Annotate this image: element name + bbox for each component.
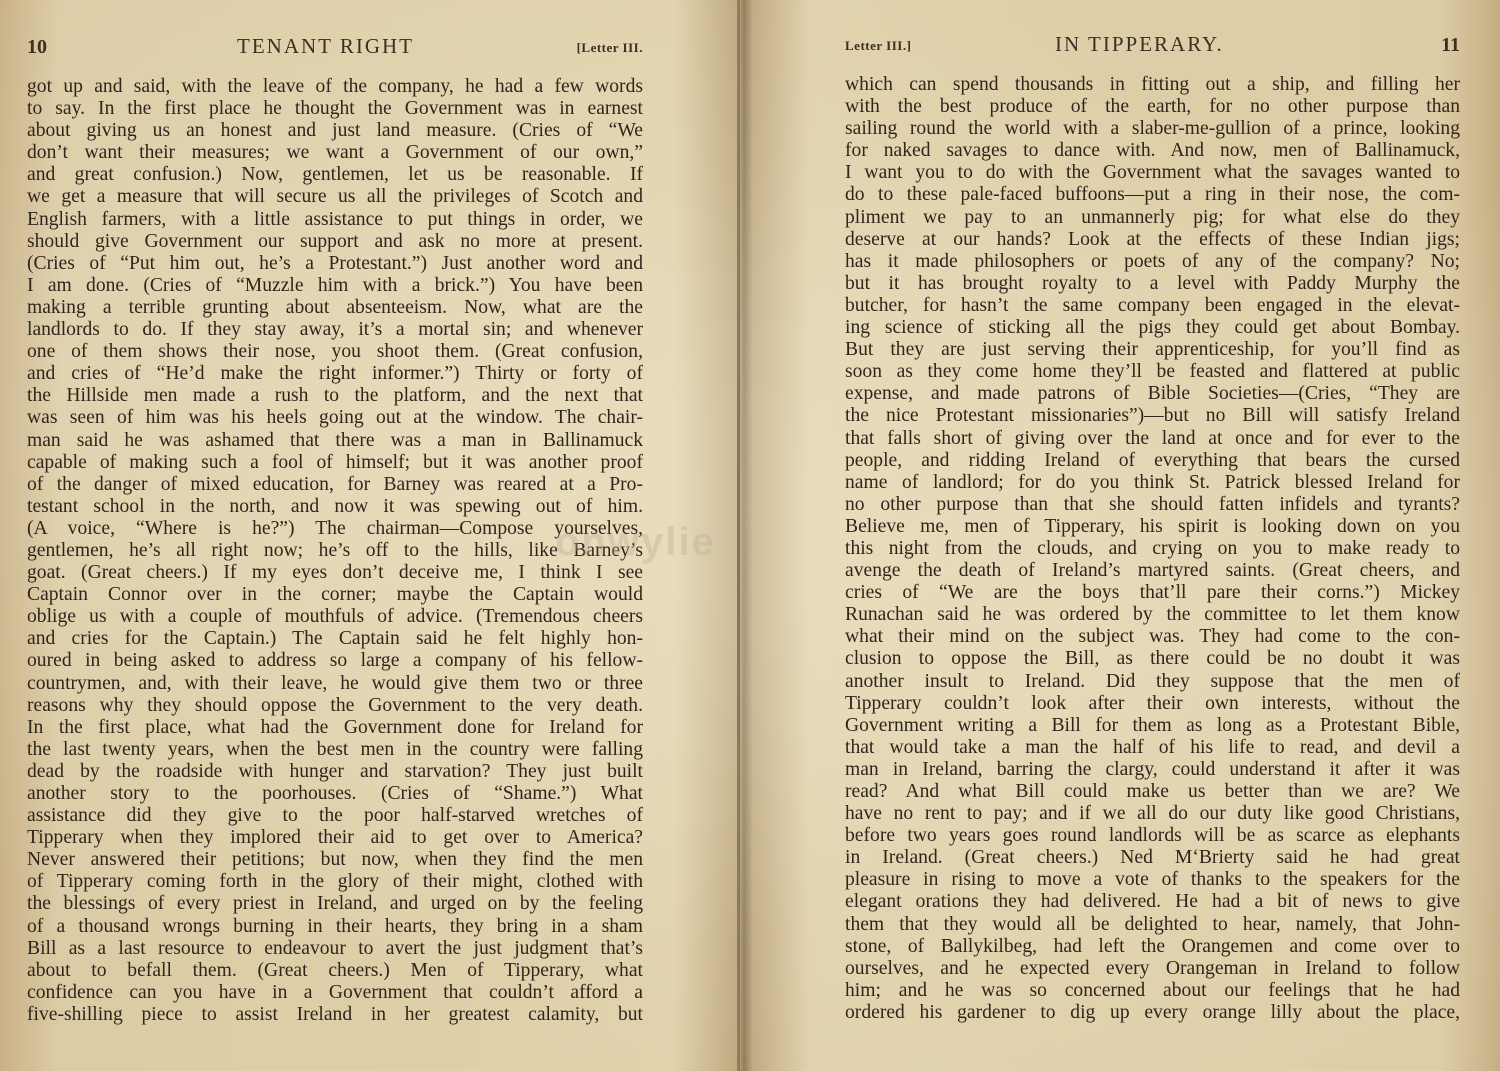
text-line: and great confusion.) Now, gentlemen, let us be reasonable. If <box>27 164 643 186</box>
text-line: we get a measure that will secure us all the privileges of Scotch and <box>27 186 643 208</box>
text-line: (A voice, “Where is he?”) The chairman—Compose yourselves, <box>27 517 643 539</box>
text-line: I am done. (Cries of “Muzzle him with a brick.”) You have been <box>27 274 643 296</box>
text-line: assistance did they give to the poor half-starved wretches of <box>27 805 643 827</box>
text-line: that would take a man the half of his life to read, and devil a <box>845 736 1460 758</box>
text-line: Bill as a last resource to endeavour to avert the just judgment that’s <box>27 937 643 959</box>
text-line: before two years goes round landlords will be as scarce as elephants <box>845 825 1460 847</box>
text-line: oblige us with a couple of mouthfuls of advice. (Tremendous cheers <box>27 606 643 628</box>
text-line: making a terrible grunting about absenteeism. Now, what are the <box>27 296 643 318</box>
text-line: English farmers, with a little assistance to put things in order, we <box>27 208 643 230</box>
text-line: of the danger of mixed education, for Barney was reared at a Pro- <box>27 473 643 495</box>
text-line: pleasure in rising to move a vote of thanks to the speakers for the <box>845 869 1460 891</box>
text-line: to say. In the first place he thought the Government was in earnest <box>27 98 643 120</box>
text-line: gentlemen, he’s all right now; he’s off to the hills, like Barney’s <box>27 539 643 561</box>
text-line: Runachan said he was ordered by the committee to let them know <box>845 604 1460 626</box>
text-line: goat. (Great cheers.) If my eyes don’t deceive me, I think I see <box>27 562 643 584</box>
text-line: name of landlord; for do you think St. Patrick blessed Ireland for <box>845 471 1460 493</box>
text-line: landlords to do. If they stay away, it’s a mortal sin; and whenever <box>27 319 643 341</box>
text-line: have no rent to pay; and if we all do our duty like good Christians, <box>845 803 1460 825</box>
text-line: man said he was ashamed that there was a man in Ballinamuck <box>27 429 643 451</box>
text-line: stone, of Ballykilbeg, had left the Orangemen and come over to <box>845 935 1460 957</box>
text-line: expense, and made patrons of Bible Societies—(Cries, “They are <box>845 383 1460 405</box>
text-line: Tipperary when they implored their aid to get over to America? <box>27 827 643 849</box>
text-line: (Cries of “Put him out, he’s a Protestant.”) Just another word and <box>27 252 643 274</box>
text-line: got up and said, with the leave of the company, he had a few words <box>27 76 643 97</box>
text-line: has it made philosophers or poets of any of the company? No; <box>845 250 1460 272</box>
text-line: Tipperary couldn’t look after their own interests, without the <box>845 692 1460 714</box>
text-line: of Tipperary coming forth in the glory of their might, clothed with <box>27 871 643 893</box>
page-number: 10 <box>27 36 47 58</box>
letter-label: Letter III.] <box>845 38 912 53</box>
text-line: another insult to Ireland. Did they suppose that the men of <box>845 670 1460 692</box>
text-line: confidence can you have in a Government that couldn’t afford a <box>27 981 643 1003</box>
right-page-header <box>845 28 1460 74</box>
text-line: countrymen, and, with their leave, he would give them two or three <box>27 672 643 694</box>
text-line: one of them shows their nose, you shoot them. (Great confusion, <box>27 341 643 363</box>
text-line: I want you to do with the Government what the savages wanted to <box>845 162 1460 184</box>
letter-label: [Letter III. <box>576 40 643 55</box>
text-line: the nice Protestant missionaries”)—but no Bill will satisfy Ireland <box>845 405 1460 427</box>
text-line: do to these pale-faced buffoons—put a ring in their nose, the com- <box>845 184 1460 206</box>
text-line: In the first place, what had the Government done for Ireland for <box>27 716 643 738</box>
text-line: no other purpose than that she should fatten infidels and tyrants? <box>845 493 1460 515</box>
text-line: avenge the death of Ireland’s martyred saints. (Great cheers, and <box>845 560 1460 582</box>
text-line: sailing round the world with a slaber-me-gullion of a prince, looking <box>845 118 1460 140</box>
text-line: cries of “We are the boys that’ll pare their corns.”) Mickey <box>845 582 1460 604</box>
text-line: ing science of sticking all the pigs they could get about Bombay. <box>845 317 1460 339</box>
running-title: TENANT RIGHT <box>237 34 415 58</box>
watermark-text: onwylie <box>555 520 716 564</box>
text-line: elegant orations they had delivered. He had a bit of news to give <box>845 891 1460 913</box>
text-line: deserve at our hands? Look at the effects of these Indian jigs; <box>845 228 1460 250</box>
text-line: what their mind on the subject was. They had come to the con- <box>845 626 1460 648</box>
text-line: Believe me, men of Tipperary, his spirit is looking down on you <box>845 515 1460 537</box>
text-line: with the best produce of the earth, for no other purpose than <box>845 96 1460 118</box>
text-line: should give Government our support and ask no more at present. <box>27 230 643 252</box>
text-line: Captain Connor over in the corner; maybe the Captain would <box>27 584 643 606</box>
left-page-header <box>27 30 643 76</box>
text-line: butcher, for hasn’t the same company been engaged in the elevat- <box>845 294 1460 316</box>
text-line: oured in being asked to address so large a company of his fellow- <box>27 650 643 672</box>
text-line: Government writing a Bill for them as long as a Protestant Bible, <box>845 714 1460 736</box>
text-line: man in Ireland, barring the clargy, could understand it after it was <box>845 758 1460 780</box>
text-line: five-shilling piece to assist Ireland in her greatest calamity, but <box>27 1003 643 1025</box>
text-line: but it has brought royalty to a level with Paddy Murphy the <box>845 272 1460 294</box>
text-line: and cries of “He’d make the right informer.”) Thirty or forty of <box>27 363 643 385</box>
text-line: people, and ridding Ireland of everything that bears the cursed <box>845 449 1460 471</box>
text-line: them that they would all be delighted to hear, namely, that John- <box>845 913 1460 935</box>
text-line: pliment we pay to an unmannerly pig; for what else do they <box>845 206 1460 228</box>
right-page-body <box>845 74 1460 1024</box>
running-title: IN TIPPERARY. <box>1055 32 1224 56</box>
text-line: don’t want their measures; we want a Government of our own,” <box>27 142 643 164</box>
text-line: ourselves, and he expected every Orangeman in Ireland to follow <box>845 957 1460 979</box>
text-line: the last twenty years, when the best men in the country were falling <box>27 738 643 760</box>
text-line: about to befall them. (Great cheers.) Men of Tipperary, what <box>27 959 643 981</box>
text-line: another story to the poorhouses. (Cries of “Shame.”) What <box>27 783 643 804</box>
text-line: was seen of him was his heels going out at the window. The chair- <box>27 407 643 429</box>
text-line: this night from the clouds, and crying on you to make ready to <box>845 537 1460 559</box>
text-line: for naked savages to dance with. And now, men of Ballinamuck, <box>845 140 1460 162</box>
text-line: which can spend thousands in fitting out a ship, and filling her <box>845 74 1460 95</box>
text-line: the blessings of every priest in Ireland, and urged on by the feeling <box>27 893 643 915</box>
text-line: the Hillside men made a rush to the platform, and the next that <box>27 385 643 407</box>
text-line: soon as they come home they’ll be feasted and flattered at public <box>845 361 1460 383</box>
text-line: dead by the roadside with hunger and starvation? They just built <box>27 760 643 782</box>
text-line: testant school in the north, and now it was spewing out of him. <box>27 495 643 517</box>
text-line: of a thousand wrongs burning in their hearts, they bring in a sham <box>27 915 643 937</box>
text-line: that falls short of giving over the land at once and for ever to the <box>845 427 1460 449</box>
right-page <box>745 0 1500 1071</box>
text-line: and cries for the Captain.) The Captain said he felt highly hon- <box>27 628 643 650</box>
text-line: ordered his gardener to dig up every orange lilly about the place, <box>845 1001 1460 1023</box>
text-line: him; and he was so concerned about our feelings that he had <box>845 979 1460 1001</box>
page-number: 11 <box>1441 34 1460 56</box>
text-line: read? And what Bill could make us better than we are? We <box>845 781 1460 802</box>
text-line: clusion to oppose the Bill, as there could be no doubt it was <box>845 648 1460 670</box>
text-line: capable of making such a fool of himself; but it was another proof <box>27 451 643 473</box>
text-line: in Ireland. (Great cheers.) Ned M‘Brierty said he had great <box>845 847 1460 869</box>
text-line: about giving us an honest and just land measure. (Cries of “We <box>27 120 643 142</box>
left-page-body <box>27 76 643 1026</box>
text-line: But they are just serving their apprenticeship, for you’ll find as <box>845 339 1460 361</box>
book-gutter <box>737 0 740 1071</box>
text-line: reasons why they should oppose the Government to the very death. <box>27 694 643 716</box>
text-line: Never answered their petitions; but now, when they find the men <box>27 849 643 871</box>
